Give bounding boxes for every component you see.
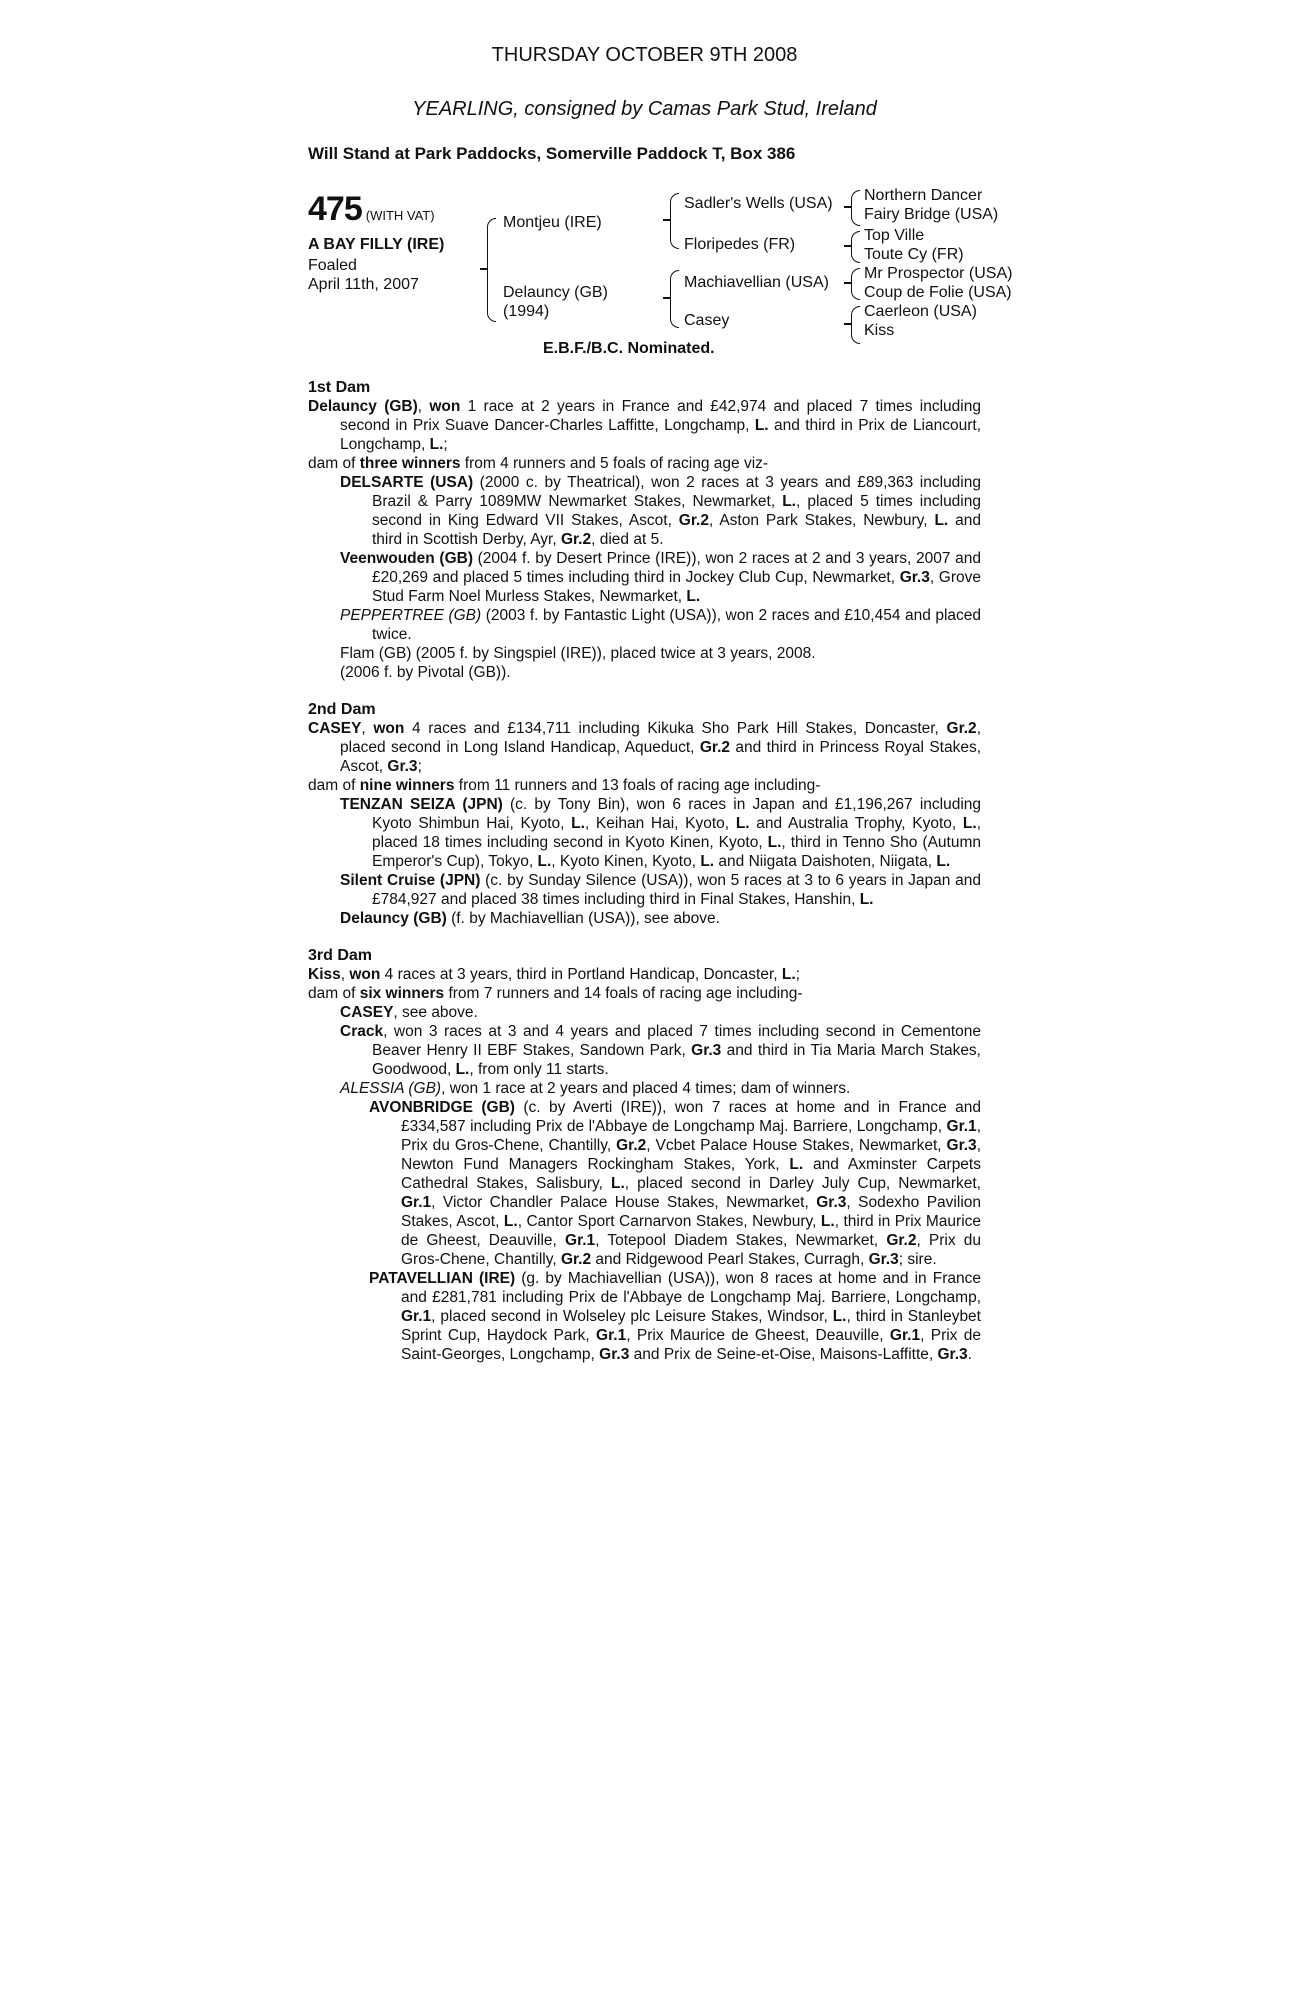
brace-dam-line-tick — [663, 297, 670, 299]
pedigree-notes — [308, 378, 981, 1364]
first-dam-produce-summary: dam of three winners from 4 runners and 5 foals of racing age viz- — [308, 455, 769, 472]
first-dam-heading: 1st Dam — [308, 379, 371, 396]
third-dam-produce-2: Crack, won 3 races at 3 and 4 years and placed 7 times including second in Cementone Beaver Henry II EBF Stakes, Sandown Park, Gr.3 and third in Tia Maria March Stakes, Goodwood, L., from only 11 starts. — [340, 1023, 981, 1078]
second-dam-produce-summary: dam of nine winners from 11 runners and 13 foals of racing age including- — [308, 777, 821, 794]
third-dam-produce-summary: dam of six winners from 7 runners and 14 foals of racing age including- — [308, 985, 803, 1002]
sale-date: THURSDAY OCTOBER 9TH 2008 — [491, 44, 798, 66]
brace-parents-tick — [480, 268, 487, 270]
pedigree-sire-dam: Floripedes (FR) — [684, 236, 796, 253]
lot-name: A BAY FILLY (IRE) — [308, 236, 445, 253]
third-dam-heading: 3rd Dam — [308, 947, 373, 964]
pedigree-gen3-5: Mr Prospector (USA) — [864, 265, 1013, 282]
pedigree-dam: Delauncy (GB) — [503, 284, 608, 301]
second-dam-produce-1: TENZAN SEIZA (JPN) (c. by Tony Bin), won 6 races in Japan and £1,196,267 including Kyoto Shimbun Hai, Kyoto, L., Keihan Hai, Kyoto, L. and Australia Trophy, Kyoto, L., placed 18 times including second in Kyoto Kinen, Kyoto, L., third in Tenno Sho (Autumn Emperor's Cup), Tokyo, L., Kyoto Kinen, Kyoto, L. and Niigata Daishoten, Niigata, L. — [340, 796, 982, 870]
first-dam-produce-5: (2006 f. by Pivotal (GB)). — [340, 664, 511, 681]
vat-note: (WITH VAT) — [365, 208, 435, 223]
brace-g4-tick — [844, 323, 851, 325]
first-dam-produce-1: DELSARTE (USA) (2000 c. by Theatrical), won 2 races at 3 years and £89,363 including Brazil & Parry 1089MW Newmarket Stakes, Newmarket, L., placed 5 times including second in King Edward VII Stakes, Ascot, Gr.2, Aston Park Stakes, Newbury, L. and third in Scottish Derby, Ayr, Gr.2, died at 5. — [340, 474, 981, 548]
pedigree-gen3-4: Toute Cy (FR) — [864, 246, 964, 263]
stand-location: Will Stand at Park Paddocks, Somerville Paddock T, Box 386 — [308, 144, 796, 163]
pedigree-gen3-7: Caerleon (USA) — [864, 303, 977, 320]
consignment-line: YEARLING, consigned by Camas Park Stud, Ireland — [412, 98, 877, 120]
pedigree-gen3-3: Top Ville — [864, 227, 925, 244]
pedigree-dam-sire: Machiavellian (USA) — [684, 274, 829, 291]
brace-sire-line-tick — [663, 219, 670, 221]
foaled-date: April 11th, 2007 — [308, 276, 419, 293]
third-dam-record: Kiss, won 4 races at 3 years, third in Portland Handicap, Doncaster, L.; — [308, 966, 800, 983]
brace-g1-tick — [844, 206, 851, 208]
pedigree-gen3-8: Kiss — [864, 322, 895, 339]
brace-g4 — [851, 306, 860, 344]
pedigree-sire: Montjeu (IRE) — [503, 214, 602, 231]
brace-g2-tick — [844, 245, 851, 247]
brace-sire-line — [670, 193, 679, 249]
pedigree-dam-year: (1994) — [503, 303, 550, 320]
second-dam-heading: 2nd Dam — [308, 701, 376, 718]
pedigree-dam-dam: Casey — [684, 312, 730, 329]
pedigree-gen3-6: Coup de Folie (USA) — [864, 284, 1012, 301]
second-dam-produce-2: Silent Cruise (JPN) (c. by Sunday Silence (USA)), won 5 races at 3 to 6 years in Japan and £784,927 and placed 38 times including third in Final Stakes, Hanshin, L. — [340, 872, 982, 908]
brace-parents — [487, 218, 496, 322]
pedigree-gen3-2: Fairy Bridge (USA) — [864, 206, 999, 223]
pedigree-sire-sire: Sadler's Wells (USA) — [684, 195, 833, 212]
lot-number: 475 — [308, 190, 362, 228]
first-dam-record: Delauncy (GB), won 1 race at 2 years in France and £42,974 and placed 7 times including second in Prix Suave Dancer-Charles Laffitte, Longchamp, L. and third in Prix de Liancourt, Longchamp, L.; — [308, 398, 981, 453]
brace-g3-tick — [844, 282, 851, 284]
brace-dam-line — [670, 270, 679, 328]
ebf-nomination: E.B.F./B.C. Nominated. — [543, 340, 715, 357]
lot-number-block — [308, 190, 435, 229]
third-dam-grandproduce-2: PATAVELLIAN (IRE) (g. by Machiavellian (USA)), won 8 races at home and in France and £281,781 including Prix de l'Abbaye de Longchamp Maj. Barriere, Longchamp, Gr.1, placed second in Wolseley plc Leisure Stakes, Windsor, L., third in Stanleybet Sprint Cup, Haydock Park, Gr.1, Prix Maurice de Gheest, Deauville, Gr.1, Prix de Saint-Georges, Longchamp, Gr.3 and Prix de Seine-et-Oise, Maisons-Laffitte, Gr.3. — [369, 1270, 982, 1363]
foaled-label: Foaled — [308, 257, 357, 274]
brace-g3 — [851, 268, 860, 300]
third-dam-produce-1: CASEY, see above. — [340, 1004, 478, 1021]
brace-g1 — [851, 190, 860, 226]
first-dam-produce-4: Flam (GB) (2005 f. by Singspiel (IRE)), placed twice at 3 years, 2008. — [340, 645, 816, 662]
first-dam-produce-3: PEPPERTREE (GB) (2003 f. by Fantastic Light (USA)), won 2 races and £10,454 and placed twice. — [340, 607, 982, 643]
first-dam-produce-2: Veenwouden (GB) (2004 f. by Desert Prince (IRE)), won 2 races at 2 and 3 years, 2007 and £20,269 and placed 5 times including third in Jockey Club Cup, Newmarket, Gr.3, Grove Stud Farm Noel Murless Stakes, Newmarket, L. — [340, 550, 982, 605]
brace-g2 — [851, 231, 860, 263]
pedigree-gen3-1: Northern Dancer — [864, 187, 983, 204]
second-dam-produce-3: Delauncy (GB) (f. by Machiavellian (USA)), see above. — [340, 910, 720, 927]
second-dam-record: CASEY, won 4 races and £134,711 including Kikuka Sho Park Hill Stakes, Doncaster, Gr.2, placed second in Long Island Handicap, Aqueduct, Gr.2 and third in Princess Royal Stakes, Ascot, Gr.3; — [308, 720, 982, 775]
third-dam-produce-3: ALESSIA (GB), won 1 race at 2 years and placed 4 times; dam of winners. — [340, 1080, 851, 1097]
third-dam-grandproduce-1: AVONBRIDGE (GB) (c. by Averti (IRE)), won 7 races at home and in France and £334,587 including Prix de l'Abbaye de Longchamp Maj. Barriere, Longchamp, Gr.1, Prix du Gros-Chene, Chantilly, Gr.2, Vcbet Palace House Stakes, Newmarket, Gr.3, Newton Fund Managers Rockingham Stakes, York, L. and Axminster Carpets Cathedral Stakes, Salisbury, L., placed second in Darley July Cup, Newmarket, Gr.1, Victor Chandler Palace House Stakes, Newmarket, Gr.3, Sodexho Pavilion Stakes, Ascot, L., Cantor Sport Carnarvon Stakes, Newbury, L., third in Prix Maurice de Gheest, Deauville, Gr.1, Totepool Diadem Stakes, Newmarket, Gr.2, Prix du Gros-Chene, Chantilly, Gr.2 and Ridgewood Pearl Stakes, Curragh, Gr.3; sire. — [369, 1099, 982, 1268]
